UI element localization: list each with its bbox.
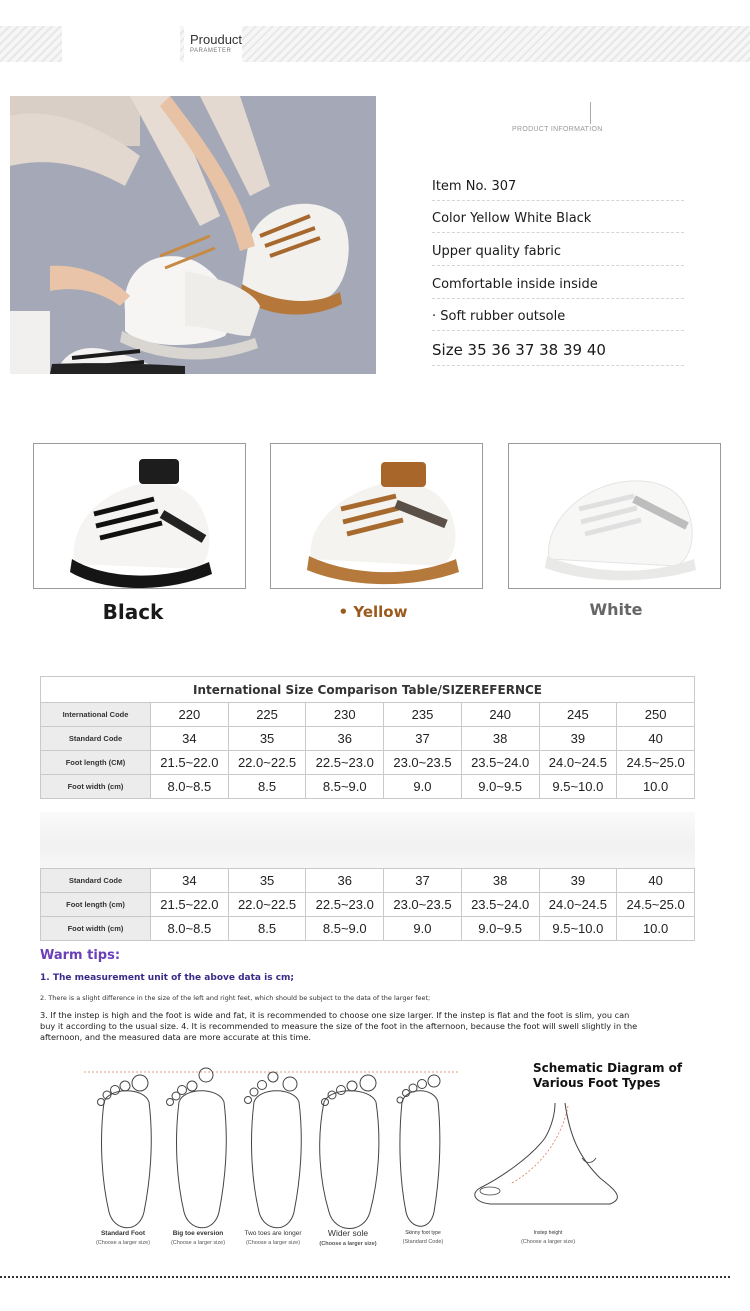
- color-label-black: Black: [102, 600, 164, 624]
- table-cell: 23.0~23.5: [384, 751, 462, 775]
- table-cell: 24.0~24.5: [539, 751, 617, 775]
- row-header: Foot length (CM): [41, 751, 151, 775]
- foot-type-name: Two toes are longer: [244, 1230, 302, 1237]
- table-cell: 38: [461, 869, 539, 893]
- tip-2: 2. There is a slight difference in the size of the left and right feet, which should be subject to the data of the larger feet;: [40, 994, 431, 1002]
- white-shoe-image: [509, 444, 721, 589]
- product-info-divider: [590, 102, 591, 124]
- table-cell: 22.5~23.0: [306, 893, 384, 917]
- table-cell: 235: [384, 703, 462, 727]
- table-cell: 250: [617, 703, 695, 727]
- table-cell: 34: [151, 869, 229, 893]
- header-banner: [0, 26, 750, 62]
- table-cell: 9.0~9.5: [461, 775, 539, 799]
- table-cell: 39: [539, 727, 617, 751]
- table-cell: 9.5~10.0: [539, 917, 617, 941]
- color-card-white[interactable]: [508, 443, 721, 589]
- foot-type-name: Wider sole: [327, 1228, 369, 1238]
- table-row: [41, 751, 695, 775]
- table-row: [41, 917, 695, 941]
- table-cell: 21.5~22.0: [151, 893, 229, 917]
- blurred-section: [40, 812, 695, 868]
- spec-upper: Upper quality fabric: [432, 244, 684, 266]
- spec-size: Size 35 36 37 38 39 40: [432, 341, 684, 366]
- table-cell: 39: [539, 869, 617, 893]
- table-cell: 35: [228, 727, 306, 751]
- table-cell: 22.5~23.0: [306, 751, 384, 775]
- table-cell: 240: [461, 703, 539, 727]
- table-cell: 40: [617, 727, 695, 751]
- row-header: Foot width (cm): [41, 917, 151, 941]
- table-cell: 225: [228, 703, 306, 727]
- table-cell: 23.0~23.5: [384, 893, 462, 917]
- table-cell: 9.0~9.5: [461, 917, 539, 941]
- table-cell: 24.5~25.0: [617, 893, 695, 917]
- table-row: [41, 703, 695, 727]
- table-cell: 22.0~22.5: [228, 751, 306, 775]
- table-cell: 220: [151, 703, 229, 727]
- table-cell: 23.5~24.0: [461, 751, 539, 775]
- table-cell: 24.5~25.0: [617, 751, 695, 775]
- table-cell: 9.0: [384, 917, 462, 941]
- foot-label-instep: [503, 1230, 593, 1245]
- foot-type-note: (Choose a larger size): [170, 1240, 226, 1246]
- black-shoe-image: [34, 444, 246, 589]
- banner-logo-area: [62, 26, 180, 62]
- table-cell: 37: [384, 869, 462, 893]
- color-label-yellow: • Yellow: [338, 603, 408, 621]
- table-cell: 230: [306, 703, 384, 727]
- table-cell: 8.0~8.5: [151, 917, 229, 941]
- foot-type-note: (Standard Code): [402, 1239, 444, 1245]
- table-row: [41, 869, 695, 893]
- foot-type-note: (Choose a larger size): [319, 1241, 377, 1247]
- yellow-shoe-image: [271, 444, 483, 589]
- table-row: [41, 727, 695, 751]
- table-cell: 8.5: [228, 917, 306, 941]
- spec-item-no: Item No. 307: [432, 179, 684, 201]
- table-cell: 8.5~9.0: [306, 917, 384, 941]
- table-cell: 36: [306, 869, 384, 893]
- table-cell: 38: [461, 727, 539, 751]
- hero-illustration: [10, 96, 376, 374]
- row-header: Standard Code: [41, 727, 151, 751]
- color-label-white: White: [589, 600, 643, 619]
- foot-type-name: Standard Foot: [100, 1230, 146, 1237]
- foot-side-profile: [470, 1098, 640, 1208]
- bottom-dotted-divider: [0, 1276, 730, 1278]
- table-cell: 37: [384, 727, 462, 751]
- spec-inside: Comfortable inside inside: [432, 277, 684, 299]
- color-card-black[interactable]: [33, 443, 246, 589]
- table-cell: 10.0: [617, 917, 695, 941]
- table-cell: 9.0: [384, 775, 462, 799]
- table-cell: 24.0~24.5: [539, 893, 617, 917]
- foot-type-name: Big toe eversion: [172, 1230, 224, 1237]
- table-cell: 35: [228, 869, 306, 893]
- banner-subtitle: PARAMETER: [190, 48, 232, 54]
- foot-type-note: (Choose a larger size): [245, 1240, 301, 1246]
- foot-type-name: Skinny foot type: [405, 1230, 441, 1236]
- tip-1: 1. The measurement unit of the above data is cm;: [40, 973, 295, 983]
- table-cell: 8.5: [228, 775, 306, 799]
- table-cell: 21.5~22.0: [151, 751, 229, 775]
- table-cell: 8.5~9.0: [306, 775, 384, 799]
- table-cell: 245: [539, 703, 617, 727]
- schematic-title: Schematic Diagram of Various Foot Types: [533, 1061, 683, 1090]
- size-table-secondary: [40, 868, 695, 941]
- spec-color: Color Yellow White Black: [432, 211, 684, 233]
- foot-type-note: (Choose a larger size): [95, 1240, 151, 1246]
- spec-outsole: · Soft rubber outsole: [432, 309, 684, 331]
- foot-type-name: Instep height: [533, 1230, 563, 1236]
- table-cell: 40: [617, 869, 695, 893]
- table-cell: 8.0~8.5: [151, 775, 229, 799]
- banner-title: Prouduct: [190, 32, 243, 47]
- size-table-caption: International Size Comparison Table/SIZEREFERNCE: [41, 677, 695, 703]
- color-card-yellow[interactable]: [270, 443, 483, 589]
- hero-product-photo: [10, 96, 376, 374]
- row-header: Foot width (cm): [41, 775, 151, 799]
- table-cell: 9.5~10.0: [539, 775, 617, 799]
- table-cell: 22.0~22.5: [228, 893, 306, 917]
- table-row: [41, 775, 695, 799]
- table-row: [41, 893, 695, 917]
- foot-label-skinny: [378, 1230, 468, 1245]
- product-info-heading: PRODUCT INFORMATION: [512, 126, 603, 133]
- table-cell: 34: [151, 727, 229, 751]
- table-cell: 36: [306, 727, 384, 751]
- row-header: International Code: [41, 703, 151, 727]
- table-cell: 23.5~24.0: [461, 893, 539, 917]
- tip-3: 3. If the instep is high and the foot is wide and fat, it is recommended to choose one size larger. If the instep is flat and the foot is slim, you can buy it according to the usual size. 4. It is recommended to measure the size of the foot in the afternoon, because the foot will swell slightly in the afternoon, and the measured data are more accurate at this time.: [40, 1010, 638, 1042]
- size-comparison-table: [40, 676, 695, 799]
- row-header: Standard Code: [41, 869, 151, 893]
- foot-type-note: (Choose a larger size): [520, 1239, 576, 1245]
- row-header: Foot length (cm): [41, 893, 151, 917]
- warm-tips-title: Warm tips:: [40, 948, 121, 963]
- table-cell: 10.0: [617, 775, 695, 799]
